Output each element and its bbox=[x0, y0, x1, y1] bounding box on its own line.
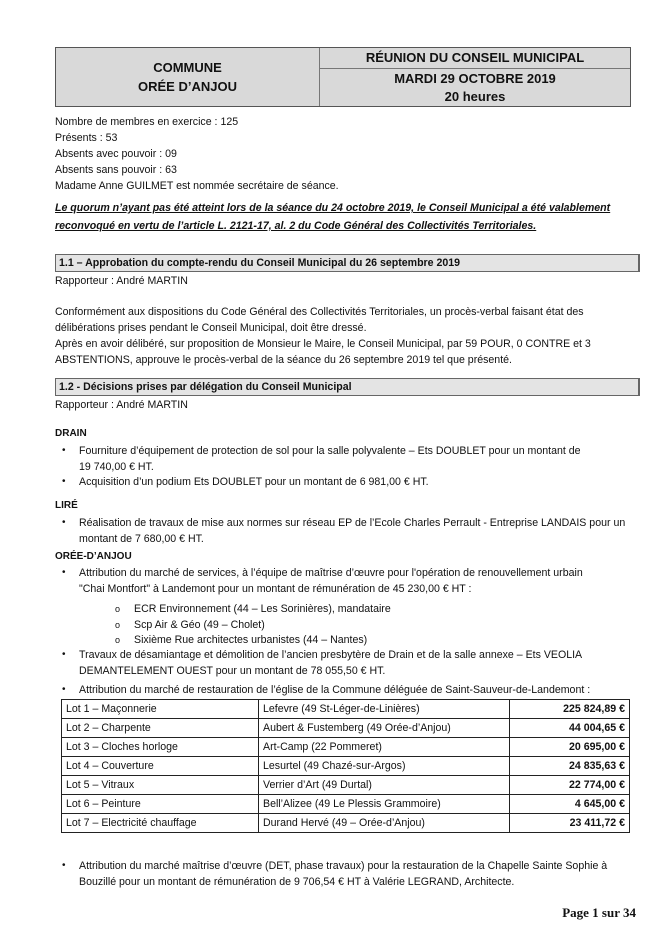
lot-cell: Lot 7 – Electricité chauffage bbox=[62, 814, 259, 833]
table-row bbox=[62, 814, 630, 833]
meeting-date: MARDI 29 OCTOBRE 2019 bbox=[394, 71, 556, 86]
section-1-1-title: 1.1 – Approbation du compte-rendu du Conseil Municipal du 26 septembre 2019 bbox=[55, 254, 640, 272]
section-1-1-rapporteur: Rapporteur : André MARTIN bbox=[55, 275, 188, 287]
sub-bullet-icon: o bbox=[115, 604, 121, 614]
page-number: Page 1 sur 34 bbox=[562, 905, 636, 920]
item-line: 19 740,00 € HT. bbox=[79, 461, 154, 473]
lire-heading: LIRÉ bbox=[55, 500, 78, 511]
item-line: Travaux de désamiantage et démolition de l’ancien presbytère de Drain et de la salle annexe – Ets VEOLIA bbox=[79, 649, 583, 661]
lot-cell: Lot 2 – Charpente bbox=[62, 719, 259, 738]
subitem-text: ECR Environnement (44 – Les Sorinières), mandataire bbox=[134, 603, 391, 615]
oree-subitem bbox=[115, 632, 367, 648]
bullet-icon: • bbox=[62, 476, 66, 487]
section-1-2-title: 1.2 - Décisions prises par délégation du Conseil Municipal bbox=[55, 378, 640, 396]
header-box bbox=[55, 47, 631, 107]
company-cell: Aubert & Fustemberg (49 Orée-d’Anjou) bbox=[259, 719, 510, 738]
table-row bbox=[62, 738, 630, 757]
item-line: "Chai Montfort" à Landemont pour un montant de rémunération de 45 230,00 € HT : bbox=[79, 583, 472, 595]
amount-cell: 23 411,72 € bbox=[510, 814, 630, 833]
body-line: Conformément aux dispositions du Code Général des Collectivités Territoriales, un procès-verbal faisant état des bbox=[55, 306, 584, 318]
oree-subitem bbox=[115, 601, 391, 617]
absent-with-proxy: Absents avec pouvoir : 09 bbox=[55, 148, 177, 160]
lot-cell: Lot 6 – Peinture bbox=[62, 795, 259, 814]
item-line: Fourniture d’équipement de protection de sol pour la salle polyvalente – Ets DOUBLET pour un montant de bbox=[79, 445, 581, 457]
sub-bullet-icon: o bbox=[115, 620, 121, 630]
item-line: montant de 7 680,00 € HT. bbox=[79, 533, 204, 545]
item-line: Attribution du marché de services, à l’équipe de maîtrise d’œuvre pour l'opération de renouvellement urbain bbox=[79, 567, 583, 579]
company-cell: Lefevre (49 St-Léger-de-Linières) bbox=[259, 700, 510, 719]
table-row bbox=[62, 719, 630, 738]
meeting-time: 20 heures bbox=[444, 89, 506, 104]
absent-without-proxy: Absents sans pouvoir : 63 bbox=[55, 164, 177, 176]
item-line: Bouzillé pour un montant de rémunération de 9 706,54 € HT à Valérie LEGRAND, Architecte. bbox=[79, 876, 515, 888]
amount-cell: 44 004,65 € bbox=[510, 719, 630, 738]
commune-label: COMMUNE bbox=[153, 60, 222, 75]
table-row bbox=[62, 757, 630, 776]
amount-cell: 22 774,00 € bbox=[510, 776, 630, 795]
body-line: délibérations prises pendant le Conseil Municipal, doit être dressé. bbox=[55, 322, 367, 334]
meeting-title: RÉUNION DU CONSEIL MUNICIPAL bbox=[320, 48, 630, 69]
amount-cell: 225 824,89 € bbox=[510, 700, 630, 719]
meeting-datetime bbox=[320, 69, 630, 106]
oree-item bbox=[62, 565, 630, 597]
subitem-text: Scp Air & Géo (49 – Cholet) bbox=[134, 619, 265, 631]
table-row bbox=[62, 795, 630, 814]
secretary-note: Madame Anne GUILMET est nommée secrétaire de séance. bbox=[55, 180, 339, 192]
bullet-icon: • bbox=[62, 517, 66, 528]
section-1-2-rapporteur: Rapporteur : André MARTIN bbox=[55, 399, 188, 411]
item-line: Attribution du marché maîtrise d’œuvre (DET, phase travaux) pour la restauration de la Chapelle Sainte Sophie à bbox=[79, 860, 608, 872]
meeting-cell bbox=[320, 48, 630, 106]
bullet-icon: • bbox=[62, 860, 66, 871]
quorum-line-2: reconvoqué en vertu de l’article L. 2121-17, al. 2 du Code Général des Collectivités Territoriales. bbox=[55, 220, 537, 232]
oree-item bbox=[62, 647, 630, 679]
quorum-line-1: Le quorum n’ayant pas été atteint lors de la séance du 24 octobre 2019, le Conseil Municipal a été valablement bbox=[55, 202, 611, 214]
table-row bbox=[62, 776, 630, 795]
members-count: Nombre de membres en exercice : 125 bbox=[55, 116, 239, 128]
drain-heading: DRAIN bbox=[55, 428, 87, 439]
present-count: Présents : 53 bbox=[55, 132, 118, 144]
drain-item bbox=[62, 443, 630, 475]
drain-item bbox=[62, 474, 630, 490]
lot-cell: Lot 4 – Couverture bbox=[62, 757, 259, 776]
sub-bullet-icon: o bbox=[115, 635, 121, 645]
oree-heading: ORÉE-D’ANJOU bbox=[55, 551, 132, 562]
company-cell: Verrier d’Art (49 Durtal) bbox=[259, 776, 510, 795]
item-line: Attribution du marché de restauration de l’église de la Commune déléguée de Saint-Sauveur-de-Landemont : bbox=[79, 684, 591, 696]
item-line: Acquisition d’un podium Ets DOUBLET pour un montant de 6 981,00 € HT. bbox=[79, 476, 429, 488]
item-line: Réalisation de travaux de mise aux normes sur réseau EP de l’Ecole Charles Perrault - Entreprise LANDAIS pour un bbox=[79, 517, 626, 529]
amount-cell: 24 835,63 € bbox=[510, 757, 630, 776]
section-1-1-body bbox=[55, 304, 635, 368]
amount-cell: 20 695,00 € bbox=[510, 738, 630, 757]
lire-item bbox=[62, 515, 630, 547]
attendance-block bbox=[55, 114, 635, 194]
company-cell: Bell’Alizee (49 Le Plessis Grammoire) bbox=[259, 795, 510, 814]
company-cell: Art-Camp (22 Pommeret) bbox=[259, 738, 510, 757]
lot-cell: Lot 1 – Maçonnerie bbox=[62, 700, 259, 719]
company-cell: Durand Hervé (49 – Orée-d’Anjou) bbox=[259, 814, 510, 833]
commune-name: ORÉE D’ANJOU bbox=[138, 79, 237, 94]
oree-item bbox=[62, 682, 630, 698]
subitem-text: Sixième Rue architectes urbanistes (44 – Nantes) bbox=[134, 634, 368, 646]
oree-subitem bbox=[115, 617, 265, 633]
bullet-icon: • bbox=[62, 649, 66, 660]
amount-cell: 4 645,00 € bbox=[510, 795, 630, 814]
commune-cell bbox=[56, 48, 320, 106]
lot-cell: Lot 5 – Vitraux bbox=[62, 776, 259, 795]
body-line: Après en avoir délibéré, sur proposition de Monsieur le Maire, le Conseil Municipal, par 59 POUR, 0 CONTRE et 3 bbox=[55, 338, 591, 350]
company-cell: Lesurtel (49 Chazé-sur-Argos) bbox=[259, 757, 510, 776]
oree-item bbox=[62, 858, 630, 890]
table-row bbox=[62, 700, 630, 719]
bullet-icon: • bbox=[62, 567, 66, 578]
bullet-icon: • bbox=[62, 445, 66, 456]
bullet-icon: • bbox=[62, 684, 66, 695]
quorum-notice bbox=[55, 199, 635, 235]
item-line: DEMANTELEMENT OUEST pour un montant de 78 055,50 € HT. bbox=[79, 665, 386, 677]
lot-cell: Lot 3 – Cloches horloge bbox=[62, 738, 259, 757]
body-line: ABSTENTIONS, approuve le procès-verbal de la séance du 26 septembre 2019 tel que présenté. bbox=[55, 354, 512, 366]
lots-table bbox=[61, 699, 630, 833]
